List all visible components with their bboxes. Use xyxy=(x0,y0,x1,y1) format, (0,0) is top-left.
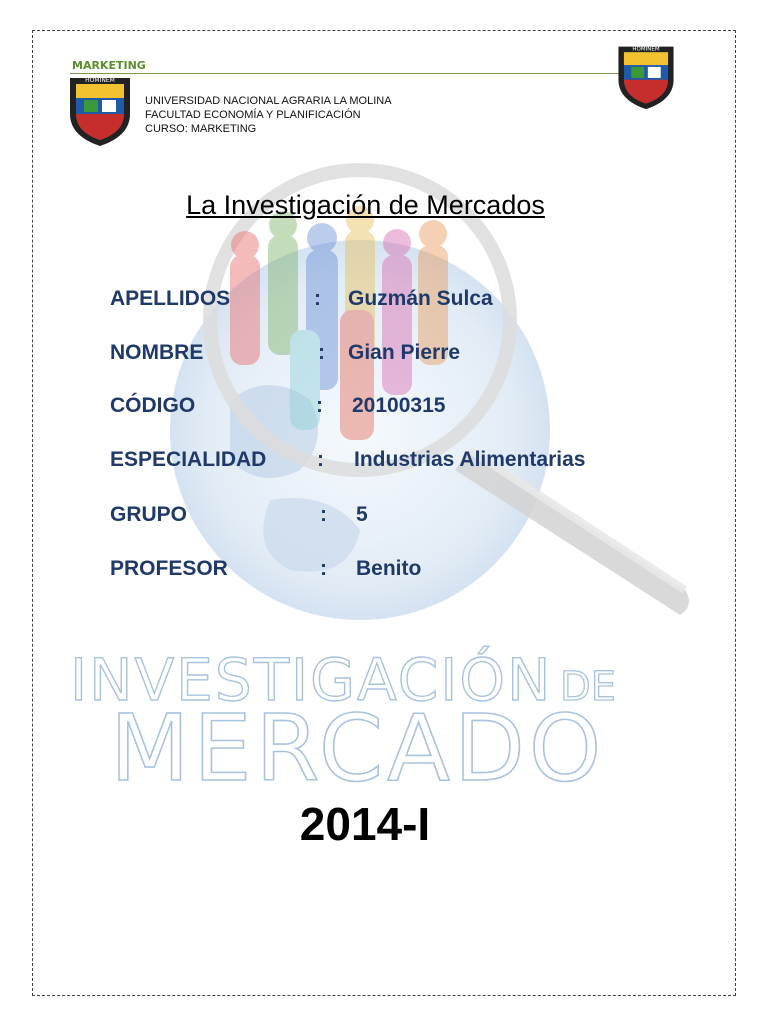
field-value: Industrias Alimentarias xyxy=(354,448,586,471)
field-colon: : xyxy=(320,557,327,580)
watermark-de: DE xyxy=(560,664,617,710)
university-shield-right-icon xyxy=(614,43,678,111)
faculty-name: FACULTAD ECONOMÍA Y PLANIFICACIÓN xyxy=(145,109,361,121)
svg-text:HOMINEM: HOMINEM xyxy=(85,77,115,84)
header-rule xyxy=(70,73,620,74)
field-value: Guzmán Sulca xyxy=(348,287,493,310)
field-value: Benito xyxy=(356,557,422,580)
document-title: La Investigación de Mercados xyxy=(186,190,545,220)
field-colon: : xyxy=(320,503,327,526)
field-label: NOMBRE xyxy=(110,341,204,364)
field-label: APELLIDOS xyxy=(110,287,231,310)
field-value: 5 xyxy=(356,503,368,526)
field-colon: : xyxy=(314,287,321,310)
field-colon: : xyxy=(318,341,325,364)
field-label: CÓDIGO xyxy=(110,394,196,417)
field-label: PROFESOR xyxy=(110,557,228,580)
university-shield-icon xyxy=(66,74,134,148)
field-colon: : xyxy=(317,448,324,471)
watermark-line2: MERCADO xyxy=(110,695,606,802)
svg-text:HOMINEM: HOMINEM xyxy=(632,46,660,53)
field-colon: : xyxy=(316,394,323,417)
field-label: GRUPO xyxy=(110,503,188,526)
field-value: 20100315 xyxy=(352,394,446,417)
institution-block xyxy=(145,94,392,136)
academic-term: 2014-I xyxy=(299,798,431,850)
watermark-line1: INVESTIGACIÓN xyxy=(70,646,553,714)
section-label: MARKETING xyxy=(72,59,146,72)
field-label: ESPECIALIDAD xyxy=(110,448,267,471)
field-value: Gian Pierre xyxy=(348,341,461,364)
university-name: UNIVERSIDAD NACIONAL AGRARIA LA MOLINA xyxy=(145,95,392,107)
course-name: CURSO: MARKETING xyxy=(145,123,257,135)
